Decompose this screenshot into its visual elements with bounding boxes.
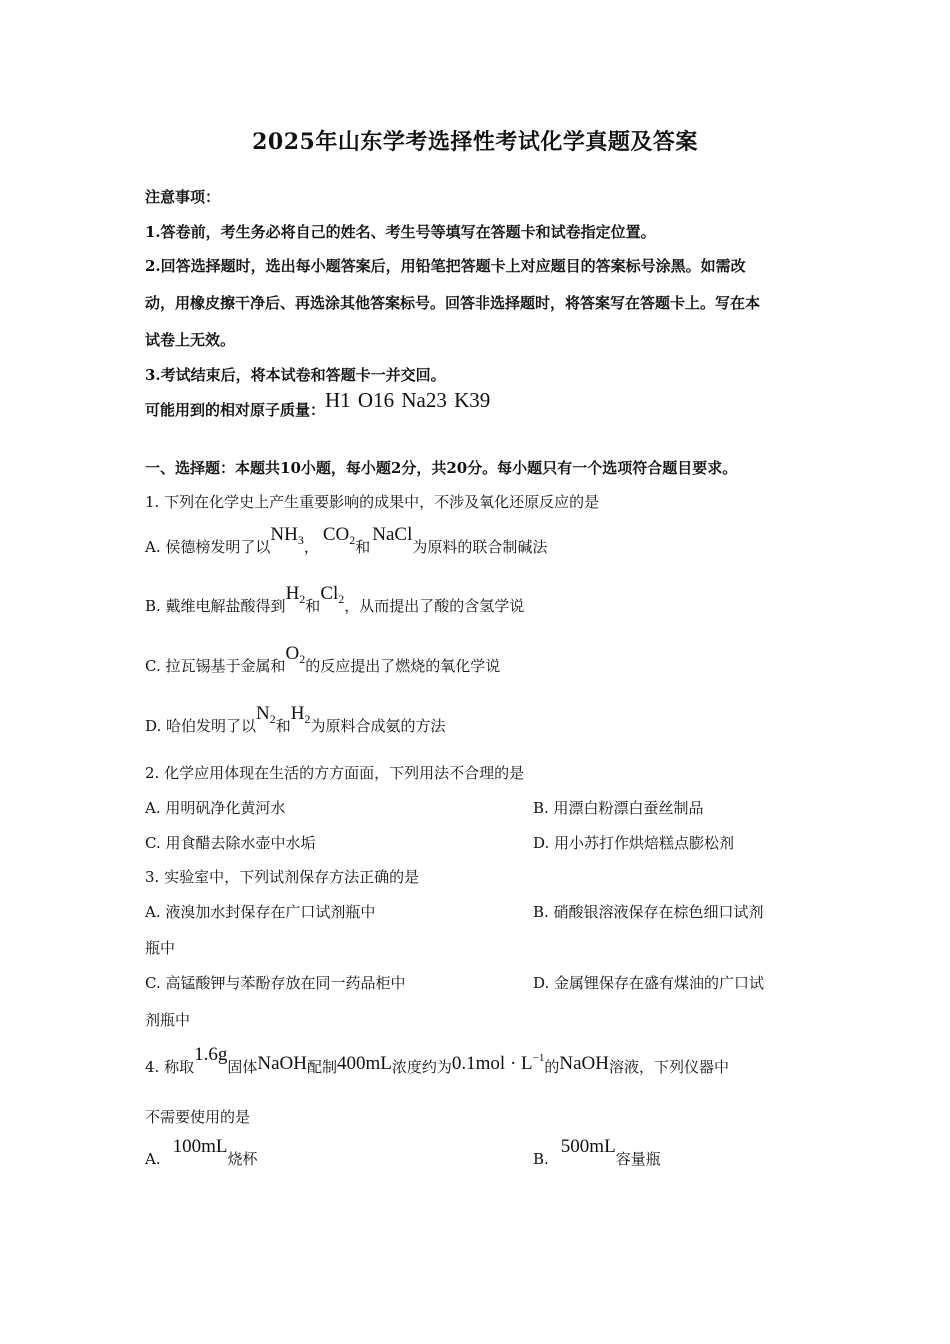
question-2-option-c: C. 用食醋去除水壶中水垢 — [145, 834, 316, 852]
question-1-option-b: B. 戴维电解盐酸得到$H_2$和$Cl_2$，从而提出了酸的含氢学说 — [145, 583, 525, 615]
question-4-stem-line-2: 不需要使用的是 — [145, 1108, 251, 1126]
question-2-option-a: A. 用明矾净化黄河水 — [145, 799, 286, 817]
question-4-option-b: B.500mL容量瓶 — [533, 1136, 661, 1168]
question-3-option-b: B. 硝酸银溶液保存在棕色细口试剂 — [533, 903, 764, 921]
atomic-mass-label: 可能用到的相对原子质量： — [145, 401, 326, 419]
question-3-stem: 3. 实验室中，下列试剂保存方法正确的是 — [145, 868, 420, 886]
atomic-mass-line — [145, 388, 491, 421]
section-1-heading: 一、选择题：本题共10小题，每小题2分，共20分。每小题只有一个选项符合题目要求。 — [145, 459, 738, 477]
notice-item-2-line-3: 试卷上无效。 — [145, 331, 236, 349]
atomic-mass-values: H1 O16 Na23 K39 — [325, 388, 491, 412]
question-2-option-b: B. 用漂白粉漂白蚕丝制品 — [533, 799, 704, 817]
question-2-option-d: D. 用小苏打作烘焙糕点膨松剂 — [533, 834, 735, 852]
question-3-option-d: D. 金属锂保存在盛有煤油的广口试 — [533, 974, 765, 992]
question-3-option-c: C. 高锰酸钾与苯酚存放在同一药品柜中 — [145, 974, 406, 992]
notice-item-2-line-2: 动，用橡皮擦干净后、再选涂其他答案标号。回答非选择题时，将答案写在答题卡上。写在本 — [145, 294, 761, 312]
notice-heading: 注意事项： — [145, 188, 221, 206]
question-3-option-b-wrap: 瓶中 — [145, 939, 176, 957]
notice-item-3: 3.考试结束后，将本试卷和答题卡一并交回。 — [145, 366, 446, 384]
page-title: 2025年山东学考选择性考试化学真题及答案 — [252, 129, 698, 155]
question-3-option-d-wrap: 剂瓶中 — [145, 1011, 191, 1029]
notice-item-1: 1.答卷前，考生务必将自己的姓名、考生号等填写在答题卡和试卷指定位置。 — [145, 223, 656, 241]
question-4-option-a: A.100mL烧杯 — [145, 1136, 258, 1168]
question-3-option-a: A. 液溴加水封保存在广口试剂瓶中 — [145, 903, 376, 921]
question-2-stem: 2. 化学应用体现在生活的方方面面，下列用法不合理的是 — [145, 764, 525, 782]
question-4-stem: 4. 称取1.6g固体NaOH配制400mL浓度约为$0.1mol \cdot L^{-1}$的NaOH溶液，下列仪器中 — [145, 1044, 729, 1076]
question-1-option-d: D. 哈伯发明了以$N_2$和$H_2$为原料合成氨的方法 — [145, 703, 446, 735]
question-1-option-c: C. 拉瓦锡基于金属和$O_2$的反应提出了燃烧的氧化学说 — [145, 643, 501, 675]
question-1-stem: 1. 下列在化学史上产生重要影响的成果中，不涉及氧化还原反应的是 — [145, 493, 600, 511]
notice-item-2-line-1: 2.回答选择题时，选出每小题答案后，用铅笔把答题卡上对应题目的答案标号涂黑。如需改 — [145, 257, 746, 275]
question-1-option-a: A. 侯德榜发明了以$NH_3$，$CO_2$和NaCl为原料的联合制碱法 — [145, 524, 548, 556]
